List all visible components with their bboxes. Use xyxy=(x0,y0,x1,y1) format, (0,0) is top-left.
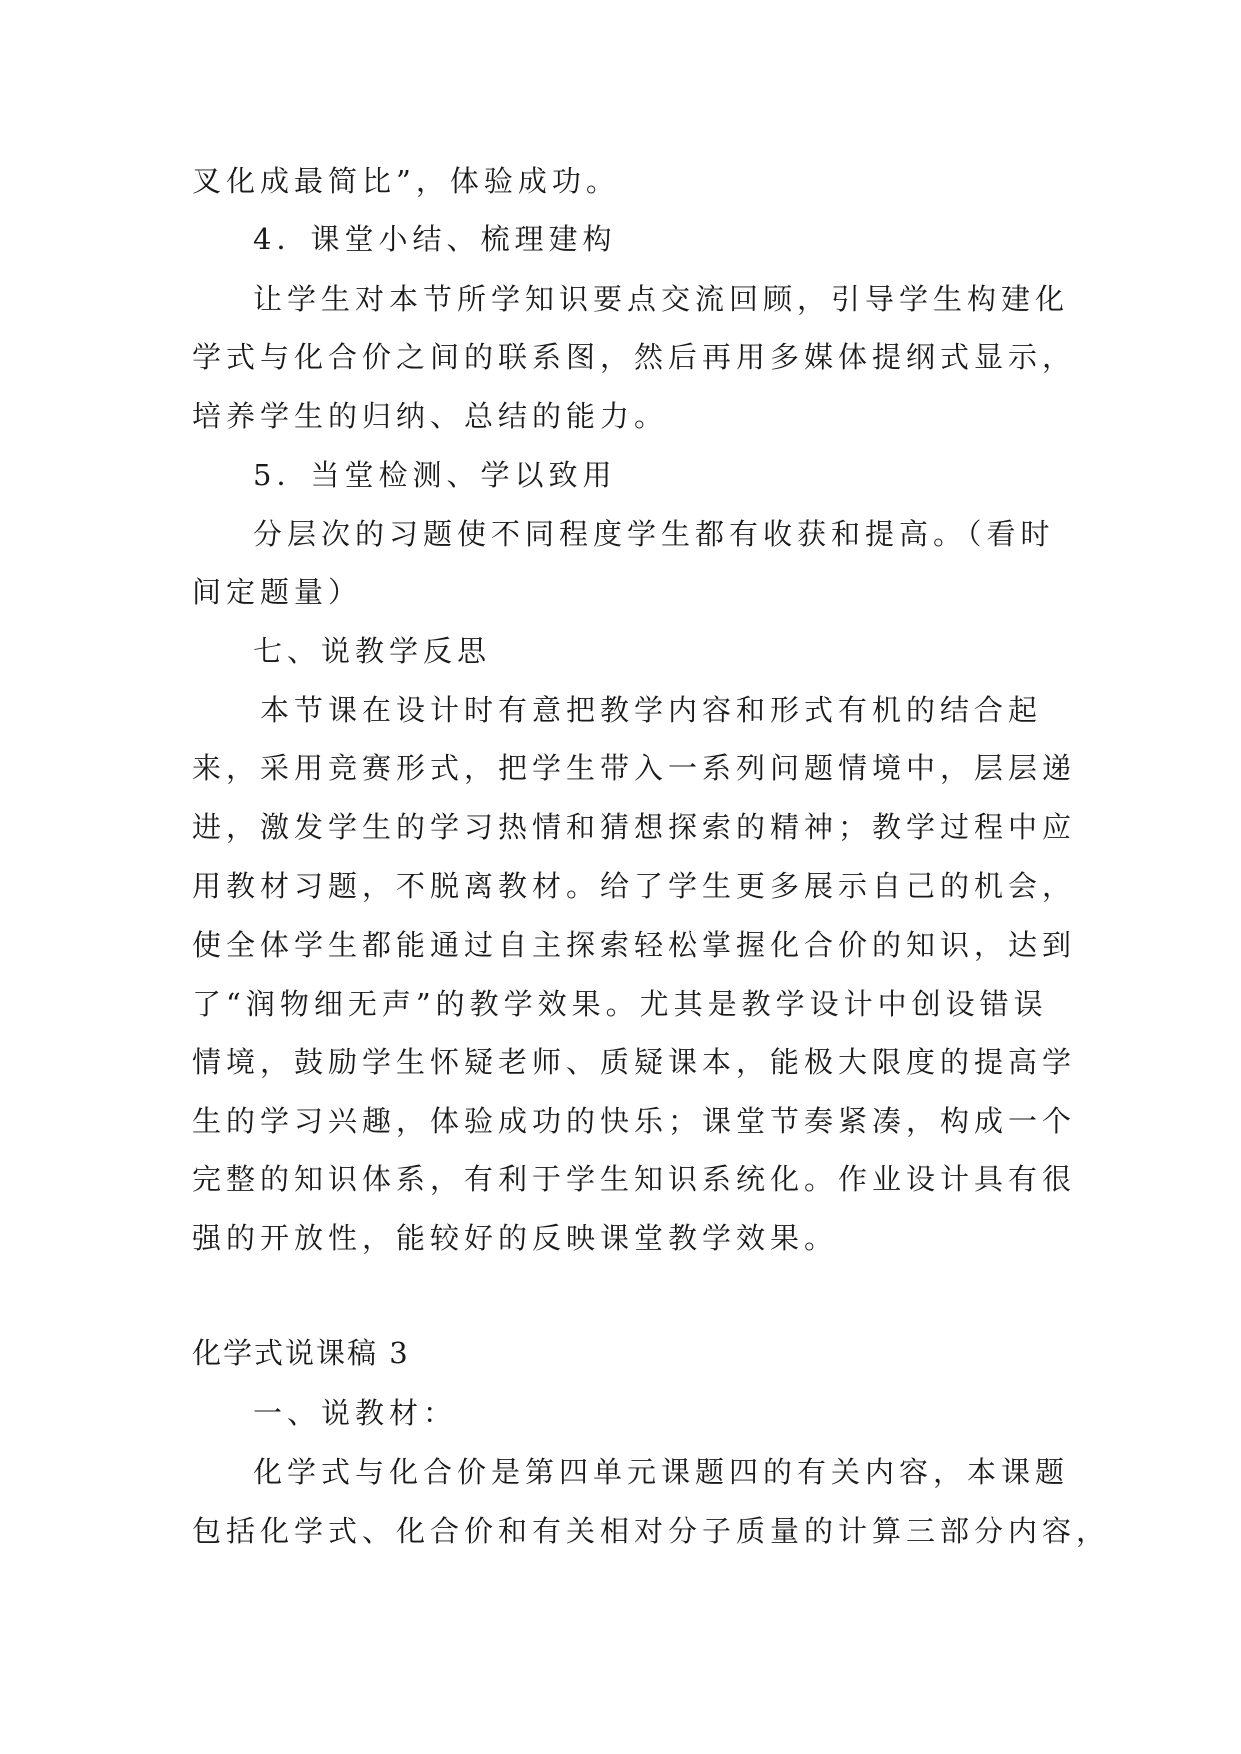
paragraph-line: 间定题量） xyxy=(192,575,363,609)
paragraph-line: 本节课在设计时有意把教学内容和形式有机的结合起 xyxy=(260,693,1043,727)
paragraph-line: 来，采用竞赛形式，把学生带入一系列问题情境中，层层递 xyxy=(192,751,1077,785)
paragraph-line: 用教材习题，不脱离教材。给了学生更多展示自己的机会， xyxy=(192,869,1077,903)
paragraph-line: 化学式与化合价是第四单元课题四的有关内容，本课题 xyxy=(253,1455,1070,1489)
paragraph-line: 情境，鼓励学生怀疑老师、质疑课本，能极大限度的提高学 xyxy=(192,1045,1077,1079)
paragraph-line: 分层次的习题使不同程度学生都有收获和提高。（看时 xyxy=(253,517,1055,551)
paragraph-line: 培养学生的归纳、总结的能力。 xyxy=(192,399,669,433)
paragraph-line: 进，激发学生的学习热情和猜想探索的精神；教学过程中应 xyxy=(192,810,1077,844)
list-item-heading: 5．当堂检测、学以致用 xyxy=(253,458,617,492)
paragraph-line: 学式与化合价之间的联系图，然后再用多媒体提纲式显示， xyxy=(192,340,1077,374)
paragraph-line: 叉化成最简比”，体验成功。 xyxy=(192,164,620,198)
document-heading: 化学式说课稿 3 xyxy=(192,1336,410,1370)
section-heading: 七、说教学反思 xyxy=(253,634,492,668)
list-item-heading: 4．课堂小结、梳理建构 xyxy=(253,222,617,256)
paragraph-line: 生的学习兴趣，体验成功的快乐；课堂节奏紧凑，构成一个 xyxy=(192,1104,1077,1138)
paragraph-line: 让学生对本节所学知识要点交流回顾，引导学生构建化 xyxy=(253,282,1070,316)
paragraph-line: 了“润物细无声”的教学效果。尤其是教学设计中创设错误 xyxy=(192,987,1048,1021)
paragraph-line: 完整的知识体系，有利于学生知识系统化。作业设计具有很 xyxy=(192,1162,1077,1196)
paragraph-line: 强的开放性，能较好的反映课堂教学效果。 xyxy=(192,1221,839,1255)
section-heading: 一、说教材： xyxy=(253,1396,458,1430)
paragraph-line: 包括化学式、化合价和有关相对分子质量的计算三部分内容， xyxy=(192,1514,1111,1548)
paragraph-line: 使全体学生都能通过自主探索轻松掌握化合价的知识，达到 xyxy=(192,928,1077,962)
